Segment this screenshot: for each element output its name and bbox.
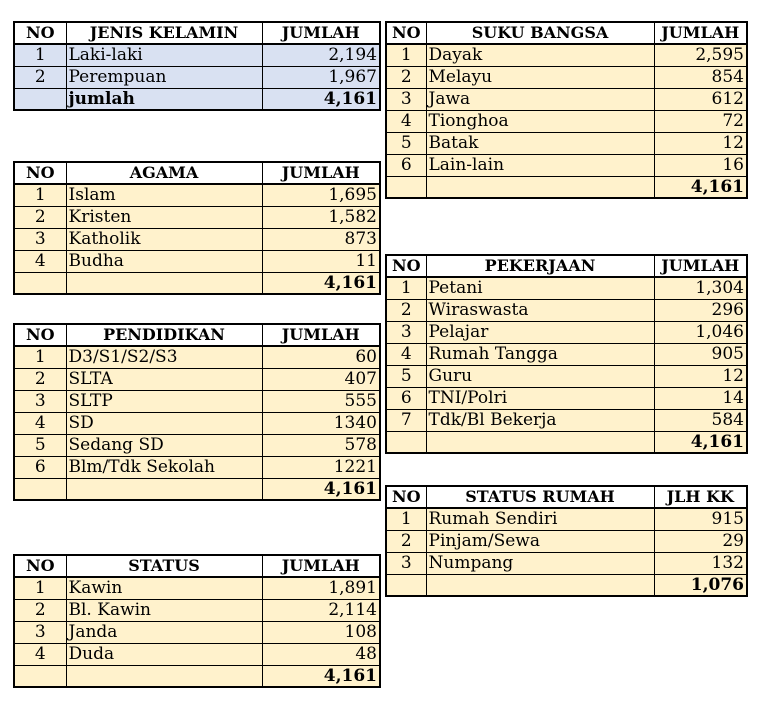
header-no: NO: [14, 555, 66, 577]
table-header-row: [14, 22, 380, 44]
row-value: 12: [654, 132, 747, 154]
table-row: [386, 508, 747, 530]
row-value: 578: [262, 434, 380, 456]
table-header-row: [386, 486, 747, 508]
header-category: JENIS KELAMIN: [66, 22, 262, 44]
table-row: [14, 412, 380, 434]
row-no: 3: [386, 321, 426, 343]
total-value: 4,161: [262, 88, 380, 110]
total-label: [66, 478, 262, 500]
row-value: 555: [262, 390, 380, 412]
row-no: 6: [386, 387, 426, 409]
row-label: Dayak: [426, 44, 654, 66]
header-category: AGAMA: [66, 162, 262, 184]
row-value: 1,046: [654, 321, 747, 343]
row-no: 2: [14, 206, 66, 228]
table-row: [14, 184, 380, 206]
row-label: Kawin: [66, 577, 262, 599]
total-row: [386, 574, 747, 596]
table-header-row: [14, 324, 380, 346]
table-row: [386, 132, 747, 154]
row-value: 1221: [262, 456, 380, 478]
row-no: 7: [386, 409, 426, 431]
total-row: [14, 478, 380, 500]
table-row: [14, 66, 380, 88]
row-no: 2: [386, 530, 426, 552]
row-no: 4: [386, 110, 426, 132]
row-value: 296: [654, 299, 747, 321]
row-label: Blm/Tdk Sekolah: [66, 456, 262, 478]
table-header-row: [14, 555, 380, 577]
row-value: 108: [262, 621, 380, 643]
total-value: 4,161: [262, 665, 380, 687]
table-education: [13, 323, 381, 501]
row-label: Melayu: [426, 66, 654, 88]
total-row: [14, 88, 380, 110]
row-no: 2: [386, 66, 426, 88]
row-no: 4: [14, 643, 66, 665]
row-no: 3: [386, 552, 426, 574]
header-count: JUMLAH: [262, 162, 380, 184]
total-no: [14, 272, 66, 294]
row-label: Budha: [66, 250, 262, 272]
header-count: JUMLAH: [262, 555, 380, 577]
header-category: PEKERJAAN: [426, 255, 654, 277]
table-header-row: [14, 162, 380, 184]
row-no: 3: [14, 228, 66, 250]
table-row: [14, 44, 380, 66]
row-label: Perempuan: [66, 66, 262, 88]
row-value: 1340: [262, 412, 380, 434]
total-row: [14, 272, 380, 294]
row-label: Pelajar: [426, 321, 654, 343]
total-row: [386, 176, 747, 198]
row-no: 6: [14, 456, 66, 478]
row-no: 4: [14, 250, 66, 272]
header-count: JUMLAH: [262, 22, 380, 44]
total-value: 4,161: [654, 176, 747, 198]
table-row: [14, 434, 380, 456]
row-no: 5: [386, 365, 426, 387]
table-marital-status: [13, 554, 381, 688]
row-label: Guru: [426, 365, 654, 387]
total-no: [14, 478, 66, 500]
row-no: 4: [386, 343, 426, 365]
row-no: 1: [14, 44, 66, 66]
row-label: D3/S1/S2/S3: [66, 346, 262, 368]
total-no: [14, 665, 66, 687]
total-label: jumlah: [66, 88, 262, 110]
row-label: Laki-laki: [66, 44, 262, 66]
row-value: 11: [262, 250, 380, 272]
row-value: 1,304: [654, 277, 747, 299]
table-row: [386, 66, 747, 88]
row-value: 16: [654, 154, 747, 176]
header-count: JLH KK: [654, 486, 747, 508]
table-religion: [13, 161, 381, 295]
row-label: TNI/Polri: [426, 387, 654, 409]
row-value: 12: [654, 365, 747, 387]
row-label: Kristen: [66, 206, 262, 228]
total-value: 4,161: [262, 272, 380, 294]
header-no: NO: [386, 22, 426, 44]
row-no: 1: [14, 346, 66, 368]
row-no: 2: [14, 368, 66, 390]
table-row: [386, 387, 747, 409]
table-ethnicity: [385, 21, 748, 199]
row-value: 2,194: [262, 44, 380, 66]
row-label: Pinjam/Sewa: [426, 530, 654, 552]
row-label: Jawa: [426, 88, 654, 110]
row-label: Rumah Tangga: [426, 343, 654, 365]
header-count: JUMLAH: [654, 255, 747, 277]
table-row: [386, 110, 747, 132]
table-row: [14, 643, 380, 665]
total-label: [426, 574, 654, 596]
table-row: [14, 577, 380, 599]
header-count: JUMLAH: [654, 22, 747, 44]
header-category: STATUS RUMAH: [426, 486, 654, 508]
row-no: 1: [386, 44, 426, 66]
row-label: Islam: [66, 184, 262, 206]
header-no: NO: [14, 22, 66, 44]
row-value: 584: [654, 409, 747, 431]
row-value: 1,695: [262, 184, 380, 206]
row-value: 72: [654, 110, 747, 132]
header-count: JUMLAH: [262, 324, 380, 346]
table-row: [386, 321, 747, 343]
row-value: 1,891: [262, 577, 380, 599]
header-no: NO: [386, 255, 426, 277]
table-row: [14, 206, 380, 228]
table-row: [14, 228, 380, 250]
row-no: 2: [14, 66, 66, 88]
total-no: [386, 431, 426, 453]
row-value: 905: [654, 343, 747, 365]
total-value: 4,161: [262, 478, 380, 500]
table-row: [14, 456, 380, 478]
row-no: 4: [14, 412, 66, 434]
row-label: Petani: [426, 277, 654, 299]
row-no: 2: [14, 599, 66, 621]
row-value: 48: [262, 643, 380, 665]
row-value: 60: [262, 346, 380, 368]
row-label: SD: [66, 412, 262, 434]
table-occupation: [385, 254, 748, 454]
row-value: 2,595: [654, 44, 747, 66]
row-value: 1,967: [262, 66, 380, 88]
row-no: 5: [386, 132, 426, 154]
row-value: 1,582: [262, 206, 380, 228]
row-label: Janda: [66, 621, 262, 643]
header-category: STATUS: [66, 555, 262, 577]
row-no: 1: [386, 277, 426, 299]
table-gender: [13, 21, 381, 111]
table-row: [386, 343, 747, 365]
row-label: Numpang: [426, 552, 654, 574]
total-row: [386, 431, 747, 453]
header-no: NO: [14, 162, 66, 184]
table-row: [386, 154, 747, 176]
table-row: [386, 552, 747, 574]
row-no: 3: [386, 88, 426, 110]
table-row: [386, 299, 747, 321]
table-row: [14, 346, 380, 368]
total-label: [426, 176, 654, 198]
table-housing: [385, 485, 748, 597]
row-value: 873: [262, 228, 380, 250]
header-no: NO: [386, 486, 426, 508]
table-row: [386, 530, 747, 552]
row-no: 1: [386, 508, 426, 530]
header-no: NO: [14, 324, 66, 346]
table-row: [386, 277, 747, 299]
row-label: Batak: [426, 132, 654, 154]
row-no: 1: [14, 577, 66, 599]
total-label: [66, 665, 262, 687]
row-label: Duda: [66, 643, 262, 665]
table-row: [386, 365, 747, 387]
total-no: [14, 88, 66, 110]
row-value: 2,114: [262, 599, 380, 621]
row-label: Tdk/Bl Bekerja: [426, 409, 654, 431]
row-no: 1: [14, 184, 66, 206]
row-value: 132: [654, 552, 747, 574]
total-label: [66, 272, 262, 294]
table-row: [14, 390, 380, 412]
row-label: Tionghoa: [426, 110, 654, 132]
table-row: [386, 44, 747, 66]
row-no: 3: [14, 621, 66, 643]
row-label: Lain-lain: [426, 154, 654, 176]
row-value: 854: [654, 66, 747, 88]
total-value: 1,076: [654, 574, 747, 596]
row-label: Rumah Sendiri: [426, 508, 654, 530]
row-label: SLTP: [66, 390, 262, 412]
table-row: [14, 599, 380, 621]
table-row: [14, 368, 380, 390]
row-no: 6: [386, 154, 426, 176]
row-value: 915: [654, 508, 747, 530]
total-value: 4,161: [654, 431, 747, 453]
total-no: [386, 574, 426, 596]
header-category: PENDIDIKAN: [66, 324, 262, 346]
table-row: [386, 409, 747, 431]
row-no: 2: [386, 299, 426, 321]
table-row: [14, 621, 380, 643]
row-label: SLTA: [66, 368, 262, 390]
row-label: Wiraswasta: [426, 299, 654, 321]
total-row: [14, 665, 380, 687]
row-label: Katholik: [66, 228, 262, 250]
row-label: Bl. Kawin: [66, 599, 262, 621]
row-value: 612: [654, 88, 747, 110]
row-no: 3: [14, 390, 66, 412]
total-no: [386, 176, 426, 198]
table-header-row: [386, 22, 747, 44]
row-value: 14: [654, 387, 747, 409]
table-row: [386, 88, 747, 110]
row-label: Sedang SD: [66, 434, 262, 456]
row-no: 5: [14, 434, 66, 456]
table-header-row: [386, 255, 747, 277]
row-value: 29: [654, 530, 747, 552]
table-row: [14, 250, 380, 272]
row-value: 407: [262, 368, 380, 390]
total-label: [426, 431, 654, 453]
header-category: SUKU BANGSA: [426, 22, 654, 44]
